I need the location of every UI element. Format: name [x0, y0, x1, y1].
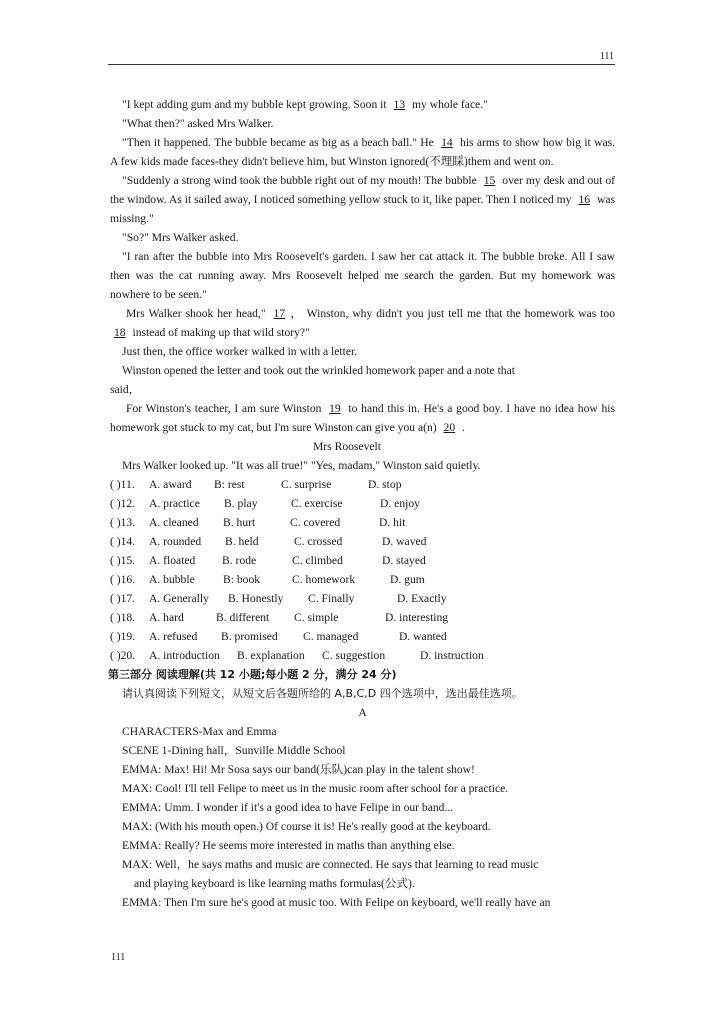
blank-19: 19: [329, 402, 341, 415]
question-row: ( )20. A. introduction B. explanation C. suggestion D. instruction: [110, 649, 484, 662]
story-paragraph: Mrs Walker looked up. "It was all true!" "Yes, madam," Winston said quietly.: [122, 459, 481, 472]
question-row: ( )15. A. floated B. rode C. climbed D. stayed: [110, 554, 426, 567]
blank-13: 13: [393, 98, 406, 111]
header-page-number: 111: [599, 51, 614, 62]
story-paragraph: Mrs Walker shook her head," 17 ， Winston, why didn't you just tell me that the homework was too 18 instead of making up that wild story?": [110, 304, 615, 342]
question-row: ( )19. A. refused B. promised C. managed D. wanted: [110, 630, 447, 643]
question-row: ( )14. A. rounded B. held C. crossed D. waved: [110, 535, 427, 548]
question-row: ( )16. A. bubble B: book C. homework D. gum: [110, 573, 425, 586]
play-line: EMMA: Umm. I wonder if it's a good idea to have Felipe in our band...: [122, 801, 454, 814]
story-paragraph: "What then?" asked Mrs Walker.: [122, 117, 274, 130]
play-line: SCENE 1-Dining hall，Sunville Middle School: [122, 744, 346, 757]
section-heading: 第三部分 阅读理解(共 12 小题;每小题 2 分，满分 24 分): [108, 668, 397, 681]
blank-18: 18: [114, 326, 126, 339]
play-line: EMMA: Max! Hi! Mr Sosa says our band(乐队)can play in the talent show!: [122, 763, 475, 776]
blank-16: 16: [578, 193, 591, 206]
question-row: ( )13. A. cleaned B. hurt C. covered D. hit: [110, 516, 406, 529]
passage-label: A: [358, 706, 367, 719]
question-row: ( )17. A. Generally B. Honestly C. Finally D. Exactly: [110, 592, 447, 605]
story-paragraph: Winston opened the letter and took out the wrinkled homework paper and a note that: [122, 364, 515, 377]
blank-17: 17: [273, 307, 286, 320]
story-paragraph: "I kept adding gum and my bubble kept growing. Soon it 13 my whole face.": [122, 98, 488, 111]
story-note: For Winston's teacher, I am sure Winston 19 to hand this in. He's a good boy. I have no idea how his homework got stuck to my cat, but I'm sure Winston can give you a(n) 20 .: [110, 402, 615, 434]
story-paragraph: said，: [110, 383, 141, 396]
play-line: MAX: Well，he says maths and music are connected. He says that learning to read music: [122, 858, 539, 871]
play-line: MAX: (With his mouth open.) Of course it is! He's really good at the keyboard.: [122, 820, 491, 833]
story-paragraph: "So?" Mrs Walker asked.: [122, 231, 239, 244]
blank-20: 20: [443, 421, 456, 434]
footer-page-number: 111: [111, 952, 126, 963]
play-line: MAX: Cool! I'll tell Felipe to meet us in the music room after school for a practice.: [122, 782, 509, 795]
document-body: [110, 95, 615, 912]
question-row: ( )18. A. hard B. different C. simple D. interesting: [110, 611, 449, 624]
blank-15: 15: [483, 174, 496, 187]
note-signature: Mrs Roosevelt: [313, 440, 381, 453]
blank-14: 14: [441, 136, 453, 149]
story-paragraph: "Suddenly a strong wind took the bubble right out of my mouth! The bubble 15 over my desk and out of the window. As it sailed away, I noticed something yellow stuck to it, like paper. Then I noticed my 16 was missing.": [110, 174, 615, 225]
story-paragraph: Just then, the office worker walked in with a letter.: [122, 345, 358, 358]
play-line: EMMA: Then I'm sure he's good at music too. With Felipe on keyboard, we'll really have an: [122, 896, 551, 909]
section-instruction: 请认真阅读下列短文，从短文后各题所给的 A,B,C,D 四个选项中，选出最佳选项。: [122, 687, 523, 700]
story-paragraph: "Then it happened. The bubble became as big as a beach ball." He 14 his arms to show how big it was. A few kids made faces-they didn't believe him, but Winston ignored(不理睬)them and went on.: [110, 136, 616, 168]
question-row: ( )12. A. practice B. play C. exercise D. enjoy: [110, 497, 420, 510]
play-line: CHARACTERS-Max and Emma: [122, 725, 277, 738]
story-paragraph: "I ran after the bubble into Mrs Roosevelt's garden. I saw her cat attack it. The bubble broke. All I saw then was the cat running away. Mrs Roosevelt helped me search the garden. But my homework was nowhere to be seen.": [110, 250, 615, 301]
play-line: and playing keyboard is like learning maths formulas(公式).: [134, 877, 415, 890]
play-line: EMMA: Really? He seems more interested in maths than anything else.: [122, 839, 455, 852]
question-row: ( )11. A. award B: rest C. surprise D. stop: [110, 478, 402, 491]
header-rule: [108, 64, 615, 65]
